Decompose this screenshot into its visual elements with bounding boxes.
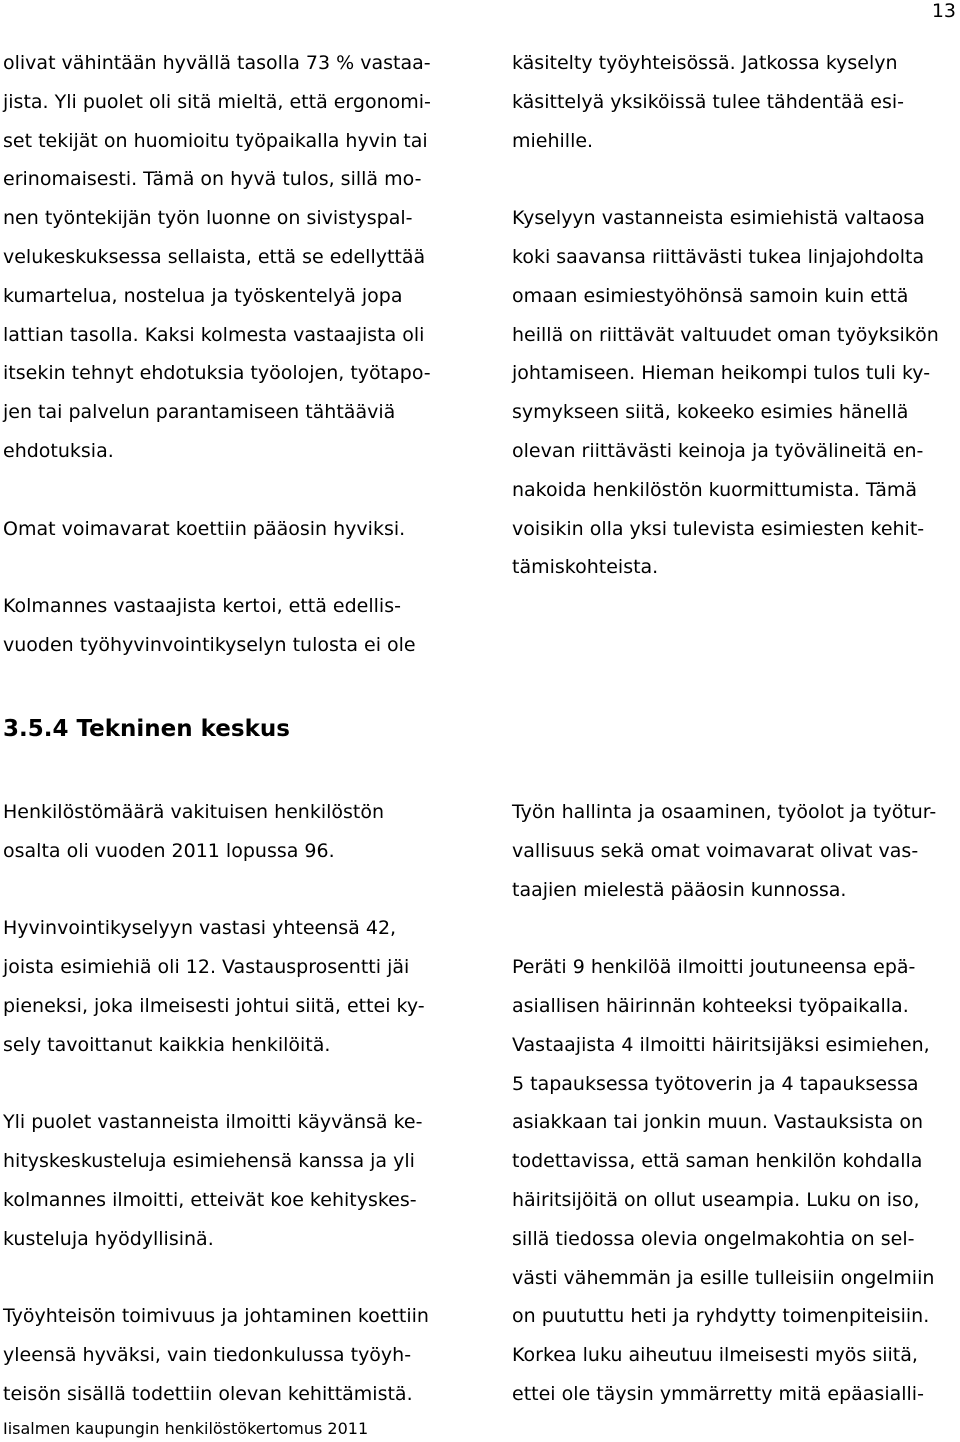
text-line: teisön sisällä todettiin olevan kehittämistä.: [3, 1382, 413, 1405]
text-line: symykseen siitä, kokeeko esimies hänellä: [512, 401, 909, 424]
text-line: olevan riittävästi keinoja ja työvälineitä en-: [512, 439, 924, 462]
text-line: ehdotuksia.: [3, 439, 114, 462]
bottom-right-column: [512, 793, 952, 1414]
text-line: Peräti 9 henkilöä ilmoitti joutuneensa epä-: [512, 956, 916, 979]
text-line: vuoden työhyvinvointikyselyn tulosta ei ole: [3, 633, 416, 656]
text-line: olivat vähintään hyvällä tasolla 73 % vastaa-: [3, 52, 431, 74]
text-line: 5 tapauksessa työtoverin ja 4 tapauksessa: [512, 1072, 919, 1095]
paragraph-gap: [512, 909, 952, 948]
paragraph-gap: [3, 1259, 453, 1298]
text-line: johtamiseen. Hieman heikompi tulos tuli ky-: [512, 362, 931, 385]
text-line: Työyhteisön toimivuus ja johtaminen koettiin: [3, 1305, 429, 1328]
text-line: Hyvinvointikyselyyn vastasi yhteensä 42,: [3, 917, 397, 940]
text-line: kusteluja hyödyllisinä.: [3, 1227, 214, 1250]
text-line: todettavissa, että saman henkilön kohdalla: [512, 1150, 923, 1173]
text-line: jista. Yli puolet oli sitä mieltä, että ergonomi-: [3, 90, 431, 113]
text-line: erinomaisesti. Tämä on hyvä tulos, sillä mo-: [3, 168, 422, 191]
text-line: koki saavansa riittävästi tukea linjajohdolta: [512, 245, 925, 268]
text-line: omaan esimiestyöhönsä samoin kuin että: [512, 284, 909, 307]
section-heading: 3.5.4 Tekninen keskus: [3, 716, 290, 742]
text-line: käsitelty työyhteisössä. Jatkossa kyselyn: [512, 52, 898, 74]
text-line: nen työntekijän työn luonne on sivistyspal-: [3, 207, 413, 230]
text-line: set tekijät on huomioitu työpaikalla hyvin tai: [3, 129, 428, 152]
text-line: nakoida henkilöstön kuormittumista. Tämä: [512, 478, 918, 501]
text-line: hityskeskusteluja esimiehensä kanssa ja yli: [3, 1150, 415, 1173]
text-line: velukeskuksessa sellaista, että se edellyttää: [3, 245, 426, 268]
text-line: Kyselyyn vastanneista esimiehistä valtaosa: [512, 207, 925, 230]
text-line: lattian tasolla. Kaksi kolmesta vastaajista oli: [3, 323, 425, 346]
text-line: Kolmannes vastaajista kertoi, että edellis-: [3, 595, 401, 618]
paragraph-gap: [3, 548, 453, 587]
text-line: vallisuus sekä omat voimavarat olivat vas-: [512, 839, 919, 862]
text-line: osalta oli vuoden 2011 lopussa 96.: [3, 839, 335, 862]
page-number: 13: [931, 0, 956, 22]
text-line: ettei ole täysin ymmärretty mitä epäasialli-: [512, 1382, 924, 1405]
text-line: jen tai palvelun parantamiseen tähtääviä: [3, 401, 396, 424]
text-line: käsittelyä yksiköissä tulee tähdentää esi-: [512, 90, 905, 113]
text-line: sely tavoittanut kaikkia henkilöitä.: [3, 1033, 331, 1056]
bottom-left-column: [3, 793, 453, 1414]
text-line: voisikin olla yksi tulevista esimiesten kehit-: [512, 517, 925, 540]
text-line: miehille.: [512, 129, 594, 152]
text-line: on puututtu heti ja ryhdytty toimenpiteisiin.: [512, 1305, 930, 1328]
text-line: sillä tiedossa olevia ongelmakohtia on sel-: [512, 1227, 915, 1250]
text-line: kumartelua, nostelua ja työskentelyä jopa: [3, 284, 403, 307]
text-line: Korkea luku aiheutuu ilmeisesti myös siitä,: [512, 1344, 918, 1367]
text-line: heillä on riittävät valtuudet oman työyksikön: [512, 323, 939, 346]
paragraph-gap: [512, 160, 952, 199]
text-line: joista esimiehiä oli 12. Vastausprosentti jäi: [3, 956, 410, 979]
text-line: itsekin tehnyt ehdotuksia työolojen, työtapo-: [3, 362, 431, 385]
top-right-column: [512, 44, 952, 587]
text-line: Työn hallinta ja osaaminen, työolot ja työtur-: [512, 801, 937, 823]
text-line: kolmannes ilmoitti, etteivät koe kehityskes-: [3, 1188, 417, 1211]
text-line: Omat voimavarat koettiin pääosin hyviksi.: [3, 517, 406, 540]
paragraph-gap: [3, 471, 453, 510]
text-line: pieneksi, joka ilmeisesti johtui siitä, ettei ky-: [3, 994, 425, 1017]
text-line: tämiskohteista.: [512, 556, 659, 579]
text-line: västi vähemmän ja esille tulleisiin ongelmiin: [512, 1266, 935, 1289]
text-line: taajien mielestä pääosin kunnossa.: [512, 878, 847, 901]
top-left-column: [3, 44, 453, 665]
paragraph-gap: [3, 1065, 453, 1104]
text-line: asiakkaan tai jonkin muun. Vastauksista on: [512, 1111, 924, 1134]
text-line: Yli puolet vastanneista ilmoitti käyvänsä ke-: [3, 1111, 423, 1134]
text-line: Henkilöstömäärä vakituisen henkilöstön: [3, 801, 385, 823]
text-line: yleensä hyväksi, vain tiedonkulussa työyh-: [3, 1344, 412, 1367]
page-footer: Iisalmen kaupungin henkilöstökertomus 2011: [3, 1419, 369, 1438]
text-line: asiallisen häirinnän kohteeksi työpaikalla.: [512, 994, 909, 1017]
paragraph-gap: [3, 871, 453, 910]
text-line: Vastaajista 4 ilmoitti häiritsijäksi esimiehen,: [512, 1033, 930, 1056]
text-line: häiritsijöitä on ollut useampia. Luku on iso,: [512, 1188, 920, 1211]
